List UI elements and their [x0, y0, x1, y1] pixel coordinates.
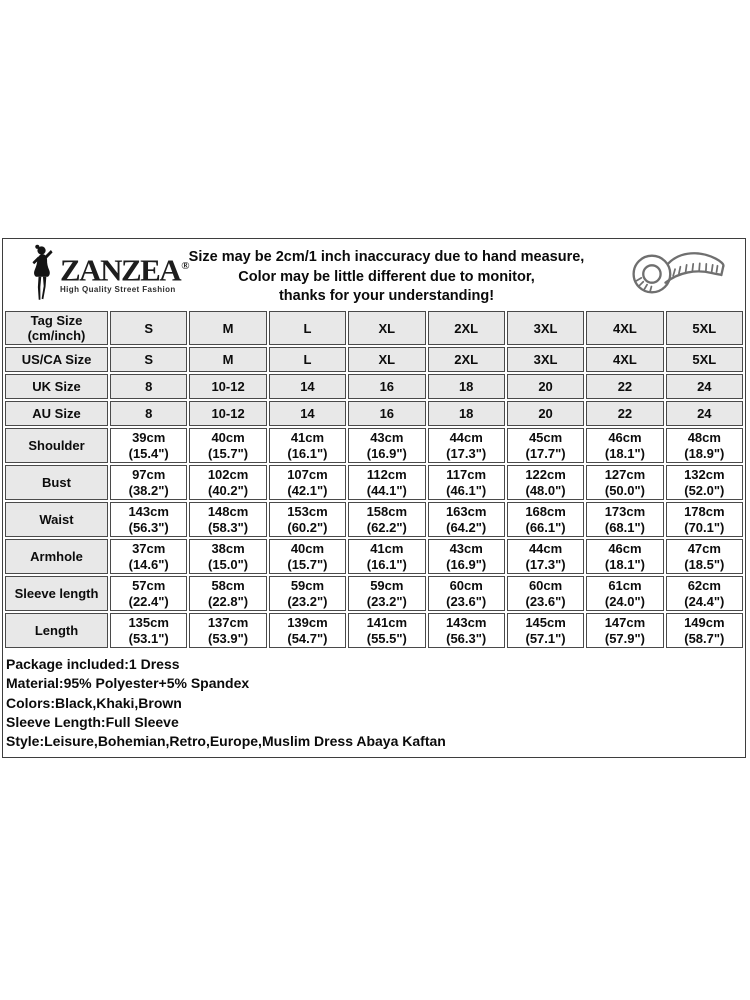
fashion-woman-silhouette-icon [27, 243, 57, 303]
measurement-cell: 41cm (16.1") [269, 428, 346, 463]
row-label-cell: Sleeve length [5, 576, 108, 611]
size-value-cell: M [189, 347, 266, 372]
brand-name: ZANZEA® [60, 252, 190, 288]
brand-logo [27, 243, 189, 303]
size-value-cell: 14 [269, 401, 346, 426]
measurement-cell: 62cm (24.4") [666, 576, 743, 611]
measurement-cell: 44cm (17.3") [507, 539, 584, 574]
size-value-cell: 16 [348, 401, 425, 426]
product-details [3, 650, 745, 751]
disclaimer-line-2: Color may be little different due to monitor, [238, 268, 535, 285]
measurement-cell: 178cm (70.1") [666, 502, 743, 537]
measurement-cell: 60cm (23.6") [507, 576, 584, 611]
measurement-cell: 149cm (58.7") [666, 613, 743, 648]
measurement-cell: 107cm (42.1") [269, 465, 346, 500]
size-value-cell: 18 [428, 401, 505, 426]
measurement-cell: 59cm (23.2") [269, 576, 346, 611]
size-value-cell: 22 [586, 401, 663, 426]
measurement-cell: 57cm (22.4") [110, 576, 187, 611]
measurement-cell: 139cm (54.7") [269, 613, 346, 648]
row-label-cell: Length [5, 613, 108, 648]
size-value-cell: S [110, 311, 187, 345]
row-label-cell: Waist [5, 502, 108, 537]
detail-sleeve-length: Sleeve Length:Full Sleeve [6, 713, 179, 730]
measurement-cell: 132cm (52.0") [666, 465, 743, 500]
table-row [5, 401, 743, 426]
disclaimer-line-1: Size may be 2cm/1 inch inaccuracy due to hand measure, [188, 249, 585, 265]
brand-tagline: High Quality Street Fashion [60, 285, 176, 295]
table-row [5, 347, 743, 372]
size-value-cell: XL [348, 311, 425, 345]
measurement-cell: 127cm (50.0") [586, 465, 663, 500]
size-value-cell: 4XL [586, 347, 663, 372]
measurement-cell: 122cm (48.0") [507, 465, 584, 500]
measurement-cell: 58cm (22.8") [189, 576, 266, 611]
measurement-cell: 143cm (56.3") [428, 613, 505, 648]
table-row [5, 502, 743, 537]
measurement-cell: 102cm (40.2") [189, 465, 266, 500]
measurement-cell: 40cm (15.7") [269, 539, 346, 574]
registered-mark: ® [181, 260, 190, 272]
table-row [5, 465, 743, 500]
measurement-cell: 148cm (58.3") [189, 502, 266, 537]
measurement-cell: 147cm (57.9") [586, 613, 663, 648]
disclaimer-line-3: thanks for your understanding! [278, 288, 495, 304]
measurement-cell: 37cm (14.6") [110, 539, 187, 574]
measurement-cell: 38cm (15.0") [189, 539, 266, 574]
measurement-cell: 47cm (18.5") [666, 539, 743, 574]
table-row [5, 613, 743, 648]
size-value-cell: 4XL [586, 311, 663, 345]
measurement-cell: 173cm (68.1") [586, 502, 663, 537]
row-label-cell: Tag Size (cm/inch) [5, 311, 108, 345]
measurement-cell: 43cm (16.9") [348, 428, 425, 463]
size-value-cell: 10-12 [189, 374, 266, 399]
measurement-cell: 48cm (18.9") [666, 428, 743, 463]
measurement-cell: 153cm (60.2") [269, 502, 346, 537]
measurement-cell: 46cm (18.1") [586, 539, 663, 574]
measurement-cell: 163cm (64.2") [428, 502, 505, 537]
row-label-cell: Shoulder [5, 428, 108, 463]
size-value-cell: 10-12 [189, 401, 266, 426]
size-value-cell: 20 [507, 401, 584, 426]
measurement-cell: 60cm (23.6") [428, 576, 505, 611]
measurement-cell: 41cm (16.1") [348, 539, 425, 574]
measurement-cell: 59cm (23.2") [348, 576, 425, 611]
header-band [3, 239, 745, 309]
size-value-cell: S [110, 347, 187, 372]
size-value-cell: 3XL [507, 311, 584, 345]
size-value-cell: M [189, 311, 266, 345]
size-value-cell: XL [348, 347, 425, 372]
row-label-cell: US/CA Size [5, 347, 108, 372]
measurement-cell: 43cm (16.9") [428, 539, 505, 574]
measurement-cell: 44cm (17.3") [428, 428, 505, 463]
size-value-cell: 24 [666, 374, 743, 399]
size-value-cell: 8 [110, 374, 187, 399]
measurement-cell: 141cm (55.5") [348, 613, 425, 648]
measurement-cell: 61cm (24.0") [586, 576, 663, 611]
size-value-cell: 2XL [428, 347, 505, 372]
table-row [5, 374, 743, 399]
detail-style: Style:Leisure,Bohemian,Retro,Europe,Muslim Dress Abaya Kaftan [6, 733, 446, 750]
size-value-cell: 2XL [428, 311, 505, 345]
size-value-cell: L [269, 311, 346, 345]
size-table-body [5, 311, 743, 648]
measurement-cell: 158cm (62.2") [348, 502, 425, 537]
measurement-cell: 135cm (53.1") [110, 613, 187, 648]
row-label-cell: AU Size [5, 401, 108, 426]
size-value-cell: 5XL [666, 311, 743, 345]
table-row [5, 539, 743, 574]
size-value-cell: 24 [666, 401, 743, 426]
size-table [3, 309, 745, 650]
detail-colors: Colors:Black,Khaki,Brown [6, 694, 182, 711]
measuring-tape-icon [623, 243, 731, 305]
size-value-cell: 20 [507, 374, 584, 399]
table-row [5, 576, 743, 611]
size-value-cell: 3XL [507, 347, 584, 372]
measurement-cell: 145cm (57.1") [507, 613, 584, 648]
row-label-cell: Armhole [5, 539, 108, 574]
detail-package: Package included:1 Dress [6, 656, 180, 672]
size-value-cell: 5XL [666, 347, 743, 372]
measurement-cell: 46cm (18.1") [586, 428, 663, 463]
measurement-cell: 143cm (56.3") [110, 502, 187, 537]
row-label-cell: Bust [5, 465, 108, 500]
measurement-cell: 40cm (15.7") [189, 428, 266, 463]
size-value-cell: 8 [110, 401, 187, 426]
detail-material: Material:95% Polyester+5% Spandex [6, 675, 250, 692]
size-value-cell: 14 [269, 374, 346, 399]
measurement-cell: 168cm (66.1") [507, 502, 584, 537]
size-value-cell: 22 [586, 374, 663, 399]
measurement-cell: 45cm (17.7") [507, 428, 584, 463]
size-value-cell: 18 [428, 374, 505, 399]
brand-logotype [60, 252, 189, 294]
measurement-cell: 97cm (38.2") [110, 465, 187, 500]
row-label-cell: UK Size [5, 374, 108, 399]
measure-disclaimer [173, 248, 600, 307]
size-value-cell: L [269, 347, 346, 372]
size-value-cell: 16 [348, 374, 425, 399]
size-chart-sheet [2, 238, 746, 758]
measurement-cell: 112cm (44.1") [348, 465, 425, 500]
table-row [5, 428, 743, 463]
table-row [5, 311, 743, 345]
measurement-cell: 137cm (53.9") [189, 613, 266, 648]
measurement-cell: 117cm (46.1") [428, 465, 505, 500]
measurement-cell: 39cm (15.4") [110, 428, 187, 463]
